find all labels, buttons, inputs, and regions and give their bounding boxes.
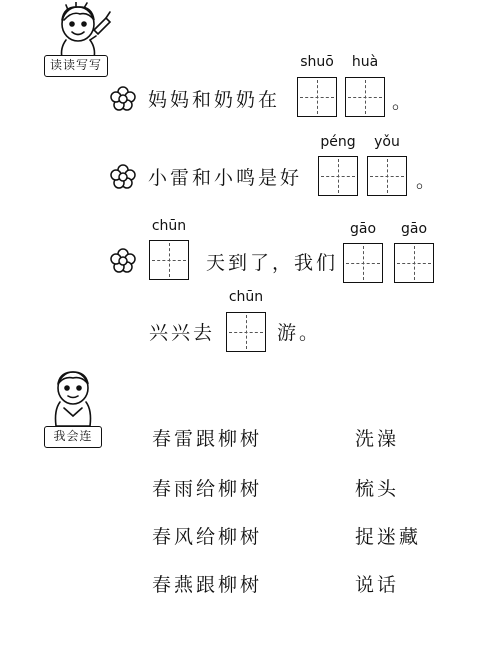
match-left-item[interactable]: 春雨给柳树 <box>152 478 263 500</box>
match-right-item[interactable]: 梳头 <box>355 478 400 500</box>
flower-bullet-icon <box>110 248 136 274</box>
writing-box[interactable] <box>318 156 358 196</box>
match-right-item[interactable]: 说话 <box>355 574 400 596</box>
child-mascot-icon <box>42 368 104 430</box>
match-left-item[interactable]: 春燕跟柳树 <box>152 574 263 596</box>
boy-mascot-icon <box>50 2 114 60</box>
pinyin-label: gāo <box>400 221 428 237</box>
writing-box[interactable] <box>297 77 337 117</box>
match-right-item[interactable]: 洗澡 <box>355 428 400 450</box>
sentence-text: 小雷和小鸣是好 <box>148 167 303 189</box>
writing-box[interactable] <box>149 240 189 280</box>
pinyin-label: gāo <box>349 221 377 237</box>
match-left-item[interactable]: 春雷跟柳树 <box>152 428 263 450</box>
match-right-item[interactable]: 捉迷藏 <box>355 526 422 548</box>
sentence-text: 妈妈和奶奶在 <box>148 89 281 111</box>
pinyin-label: chūn <box>151 218 187 234</box>
flower-bullet-icon <box>110 164 136 190</box>
sentence-end-text: 游。 <box>277 322 322 344</box>
writing-box[interactable] <box>343 243 383 283</box>
writing-box[interactable] <box>345 77 385 117</box>
pinyin-label: huà <box>351 54 379 70</box>
pinyin-label: chūn <box>228 289 264 305</box>
sentence-text: 天到了，我们 <box>206 252 339 274</box>
match-left-item[interactable]: 春风给柳树 <box>152 526 263 548</box>
sentence-end-text: 。 <box>416 170 439 192</box>
writing-box[interactable] <box>226 312 266 352</box>
flower-bullet-icon <box>110 86 136 112</box>
pinyin-label: péng <box>320 134 356 150</box>
pinyin-label: yǒu <box>374 134 400 150</box>
section-badge-read-write: 读读写写 <box>44 55 108 77</box>
writing-box[interactable] <box>367 156 407 196</box>
sentence-text: 兴兴去 <box>149 322 216 344</box>
pinyin-label: shuō <box>300 54 334 70</box>
writing-box[interactable] <box>394 243 434 283</box>
section-badge-match: 我会连 <box>44 426 102 448</box>
sentence-end-text: 。 <box>392 91 415 113</box>
